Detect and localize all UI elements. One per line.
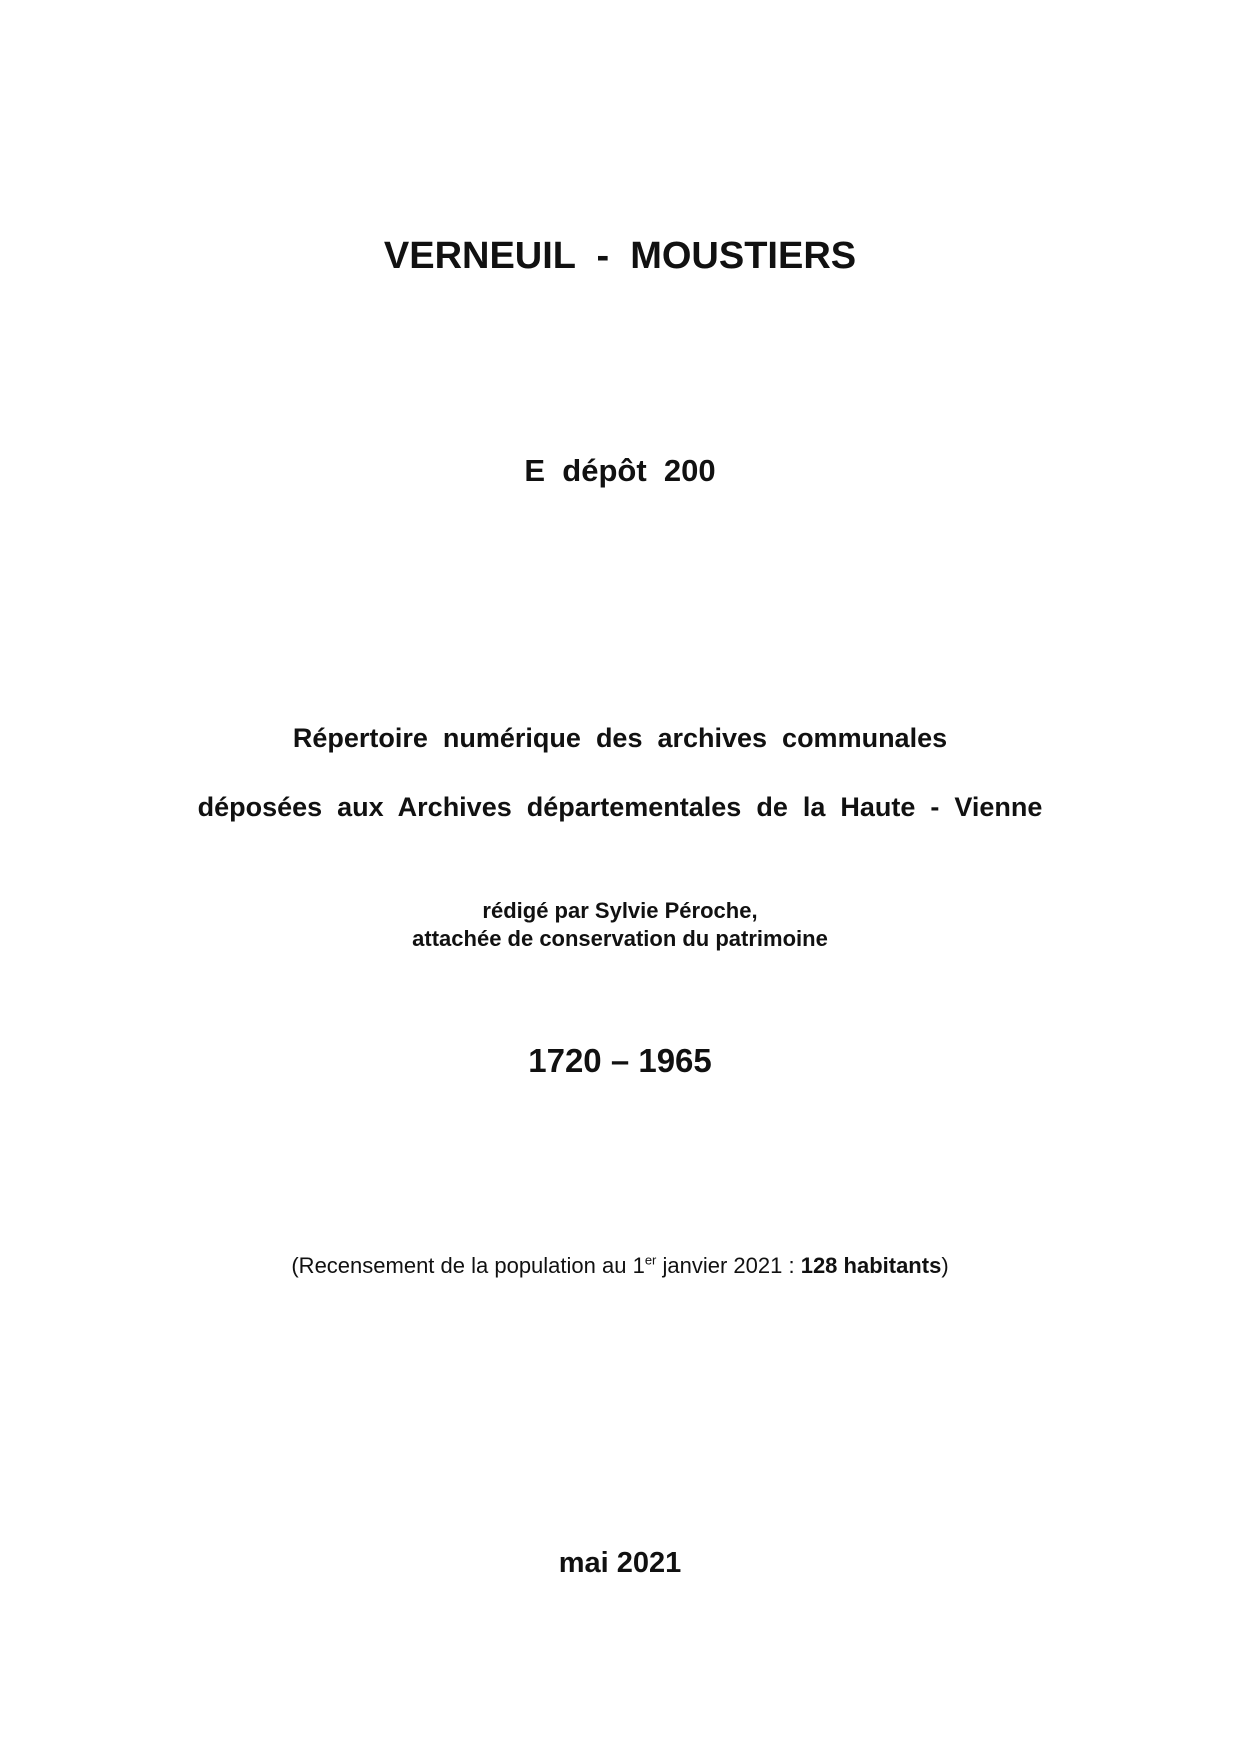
date-range: 1720 – 1965 xyxy=(528,1042,712,1079)
archive-reference: E dépôt 200 xyxy=(524,453,716,488)
author-line-1: rédigé par Sylvie Péroche, xyxy=(482,898,758,923)
census-middle: janvier 2021 : xyxy=(656,1253,801,1278)
census-note xyxy=(0,1253,1240,1279)
commune-title: VERNEUIL - MOUSTIERS xyxy=(383,235,857,277)
repertoire-line-2: déposées aux Archives départementales de la Haute - Vienne xyxy=(197,792,1043,822)
census-population: 128 habitants xyxy=(800,1253,942,1278)
author-line-2: attachée de conservation du patrimoine xyxy=(412,926,828,951)
repertoire-line-1: Répertoire numérique des archives communales xyxy=(292,723,948,753)
census-suffix: ) xyxy=(941,1253,949,1278)
census-ordinal: er xyxy=(644,1252,657,1268)
publication-date: mai 2021 xyxy=(558,1547,682,1579)
census-prefix: (Recensement de la population au 1 xyxy=(291,1253,645,1278)
